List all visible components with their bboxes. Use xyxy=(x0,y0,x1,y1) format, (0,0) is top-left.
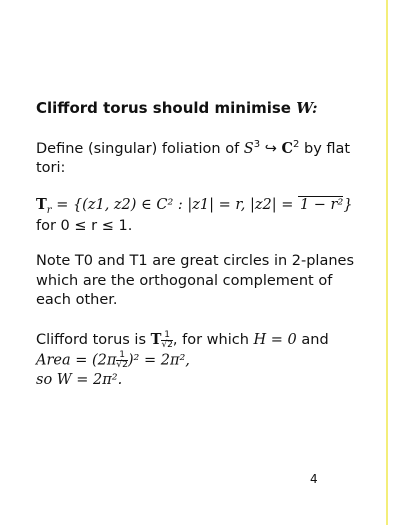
paragraph-foliation xyxy=(36,138,356,179)
foliation-text-b: by flat tori: xyxy=(36,140,351,177)
frac-top: 1 xyxy=(161,331,172,341)
paragraph-note: Note T0 and T1 are great circles in 2-planes which are the orthogonal complement of each other. xyxy=(36,253,355,309)
clifford-line-3: so W = 2π². xyxy=(36,371,123,388)
t-symbol: T xyxy=(36,196,47,213)
s3-symbol: S xyxy=(243,140,254,157)
area-frac-top: 1 xyxy=(116,351,127,361)
h-equation: H = 0 xyxy=(253,332,297,348)
definition-line-1 xyxy=(36,195,366,217)
c2-sup: 2 xyxy=(293,139,300,150)
t-half-symbol: T xyxy=(150,331,162,348)
foliation-text-a: Define (singular) foliation of xyxy=(36,140,240,157)
slide-title xyxy=(36,98,318,118)
one-over-root-two xyxy=(161,331,172,350)
paragraph-clifford xyxy=(36,330,356,390)
clifford-line-2 xyxy=(36,351,356,371)
clifford-text-c: and xyxy=(301,332,329,348)
area-fraction xyxy=(116,351,127,370)
clifford-text-a: Clifford torus is xyxy=(36,332,147,348)
clifford-text-b: , for which xyxy=(172,332,249,348)
paragraph-definition xyxy=(36,195,366,237)
s3-sup: 3 xyxy=(253,139,261,150)
area-expression: Area = (2π xyxy=(36,352,117,369)
page-number: 4 xyxy=(310,472,318,486)
sqrt-expression: 1 − r² xyxy=(299,197,344,213)
title-text: Clifford torus should minimise xyxy=(36,99,291,117)
clifford-line-1 xyxy=(36,330,356,351)
title-symbol: W: xyxy=(296,99,318,117)
page-edge-line xyxy=(386,0,388,525)
definition-set: = {(z1, z2) ∈ C² : |z1| = r, |z2| = xyxy=(56,197,294,213)
area-frac-bot: √2 xyxy=(116,359,128,370)
area-result: )² = 2π², xyxy=(127,352,190,369)
frac-bot: √2 xyxy=(161,339,173,350)
c2-symbol: C xyxy=(281,139,294,157)
hook-arrow: ↪ xyxy=(264,140,277,157)
definition-line-2: for 0 ≤ r ≤ 1. xyxy=(36,218,133,235)
definition-end: } xyxy=(343,197,353,213)
t-sub: r xyxy=(46,204,52,216)
